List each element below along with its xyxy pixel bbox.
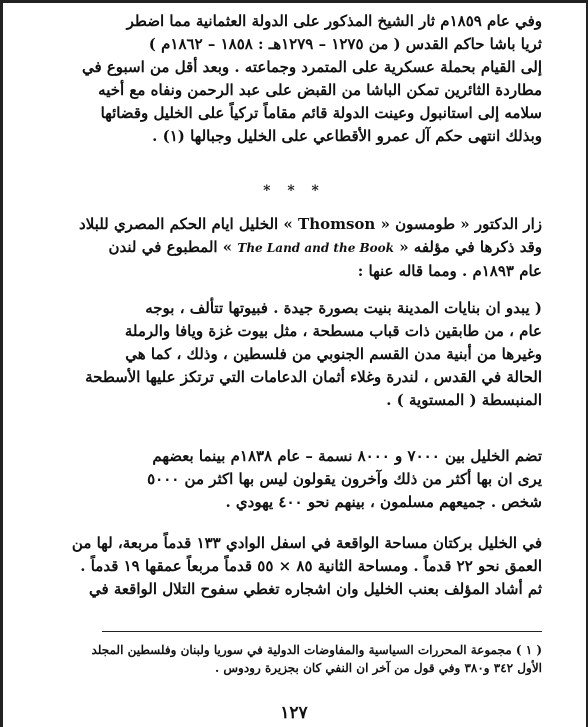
paragraph-5-line: في الخليل بركتان مساحة الواقعة في اسفل الوادي ١٣٣ قدماً مربعة، لها من [71, 534, 542, 552]
quoted-passage [62, 297, 542, 412]
book-title-latin: The Land and the Book [237, 241, 394, 255]
footnote-line: ( ١ ) مجموعة المحررات السياسية والمفاوضات الدولية في سوريا ولبنان وفلسطين المجلد [91, 643, 542, 657]
paragraph-1-line: إلى القيام بحملة عسكرية على المتمرد وجماعته . وبعد أقل من اسبوع في [81, 58, 542, 76]
paragraph-2-line: عام ١٨٩٣م . ومما قاله عنها : [357, 262, 542, 280]
paragraph-4-line: يرى ان بها أكثر من ذلك وآخرون يقولون ليس بها اكثر من ٥٠٠٠ [147, 470, 542, 488]
paragraph-1-line: وفي عام ١٨٥٩م ثار الشيخ المذكور على الدولة العثمانية مما اضطر [126, 12, 542, 30]
footnote-line: الأول ٣٤٢ و٣٨٠ وفي قول من آخر ان النفي كان بجزيرة رودوس . [215, 661, 542, 675]
footnote [62, 641, 542, 677]
paragraph-2 [62, 213, 542, 283]
paragraph-4-line: تضم الخليل بين ٧٠٠٠ و ٨٠٠٠ نسمة – عام ١٨٣٨م بينما بعضهم [152, 447, 542, 465]
paragraph-1-line: وبذلك انتهى حكم آل عمرو الأقطاعي على الخليل وجبالها (١) . [152, 127, 542, 145]
quote-line: عام ، من طابقين ذات قباب مسطحة ، مثل بيوت غزة ويافا والرملة [124, 322, 542, 340]
paragraph-1 [62, 10, 542, 148]
paragraph-1-line: سلامه إلى استانبول وعينت الدولة قائم مقاماً تركياً على الخليل وقضائها [100, 104, 542, 122]
quote-line: ( يبدو ان بنايات المدينة بنيت بصورة جيدة . فبيوتها تتألف ، بوجه [145, 299, 542, 317]
paragraph-5 [62, 532, 542, 601]
paragraph-2-text: » المطبوع في لندن [108, 238, 238, 256]
paragraph-5-line: العمق نحو ٢٢ قدماً . ومساحة الثانية ٨٥ × ٥٥ قدماً مربعاً عمقها ١٩ قدماً . [80, 557, 542, 575]
paragraph-2-line: زار الدكتور « طومسون « Thomson » الخليل ايام الحكم المصري للبلاد [79, 215, 542, 233]
quote-line: المنبسطة ( المستوية ) . [386, 391, 542, 409]
quote-line: وغيرها من أبنية مدن القسم الجنوبي من فلسطين ، وذلك ، كما هي [125, 345, 542, 363]
paragraph-2-line [62, 236, 542, 260]
paragraph-2-text: وقد ذكرها في مؤلفه « [393, 238, 542, 256]
footnote-divider [102, 631, 542, 632]
scan-border-left [0, 0, 3, 727]
paragraph-4-line: شخص . جميعهم مسلمون ، بينهم نحو ٤٠٠ يهودي . [225, 493, 542, 511]
paragraph-1-line: مطاردة الثائرين تمكن الباشا من القبض على عبد الرحمن ونفاه مع أخيه [98, 81, 542, 99]
scan-border-top [0, 0, 588, 3]
paragraph-5-line: ثم أشاد المؤلف بعنب الخليل وان اشجاره تغطي سفوح التلال الواقعة في [89, 580, 542, 598]
section-separator: * * * [263, 183, 325, 199]
page-number: ١٢٧ [280, 703, 308, 723]
quote-line: الحالة في القدس ، لندرة وغلاء أثمان الدعامات التي ترتكز عليها الأسطحة [85, 368, 542, 386]
paragraph-4 [62, 445, 542, 514]
paragraph-1-line: ثريا باشا حاكم القدس ( من ١٢٧٥ – ١٢٧٩هـ : ١٨٥٨ – ١٨٦٢م ) [148, 35, 542, 53]
